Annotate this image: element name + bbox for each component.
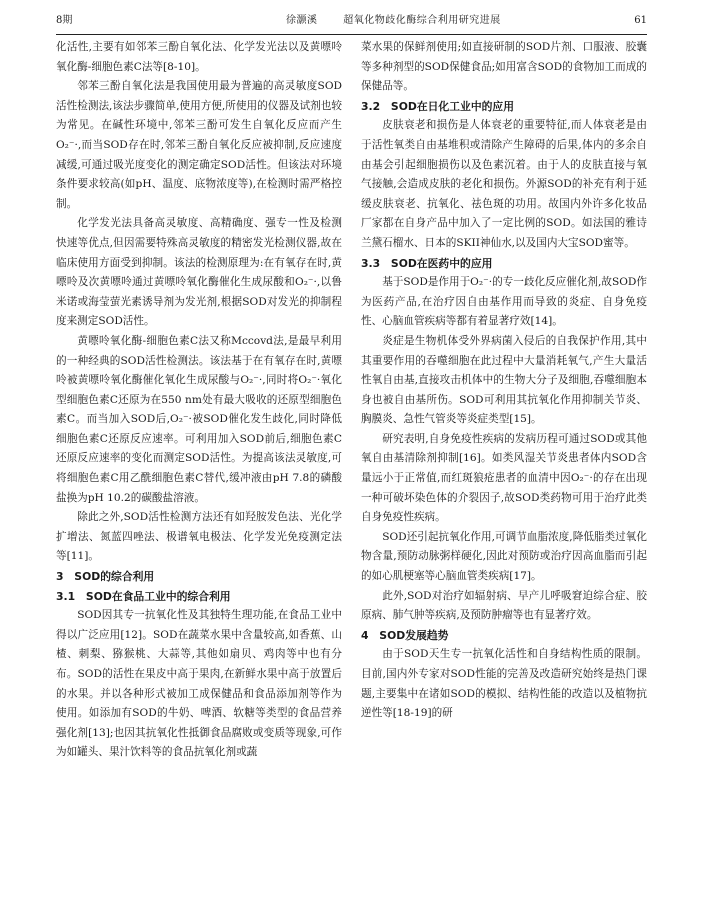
paragraph: 此外,SOD对治疗如辐射病、早产儿呼吸窘迫综合症、胶原病、肺气肿等疾病,及预防肿瘤等也有显著疗效。 [361, 589, 647, 622]
left-column [56, 38, 342, 763]
header-title [286, 12, 501, 30]
paragraph: 化活性,主要有如邻苯三酚自氧化法、化学发光法以及黄嘌呤氧化酶-细胞色素C法等[8-10]。 [56, 41, 342, 73]
section-heading: 3.1 SOD在食品工业中的综合利用 [56, 589, 231, 603]
page-issue-label: 8期 [56, 15, 73, 26]
right-column [361, 38, 647, 724]
section-heading: 3 SOD的综合利用 [56, 570, 155, 584]
header-article-title: 超氧化物歧化酶综合利用研究进展 [343, 15, 501, 26]
paragraph: 除此之外,SOD活性检测方法还有如羟胺发色法、光化学扩增法、氮蓝四唑法、极谱氧电极法、化学发光免疫测定法等[11]。 [56, 511, 342, 563]
paragraph: 基于SOD是作用于O₂⁻·的专一歧化反应催化剂,故SOD作为医药产品,在治疗因自由基作用而导致的炎症、自身免疫性、心脑血管疾病等都有着显著疗效[14]。 [361, 276, 648, 328]
header-author: 徐灏溪 [286, 15, 318, 26]
page-number: 61 [634, 15, 647, 26]
paragraph: 研究表明,自身免疫性疾病的发病历程可通过SOD或其他氧自由基清除剂抑制[16]。如类风湿关节炎患者体内SOD含量远小于正常值,而红斑狼疮患者的血清中因O₂⁻·的存在出现一种可破坏染色体的介裂因子,故SOD类药物可用于治疗此类自身免疫性疾病。 [361, 432, 647, 524]
paragraph: 由于SOD天生专一抗氧化活性和自身结构性质的限制。目前,国内外专家对SOD性能的完善及改造研究始终是热门课题,主要集中在诸如SOD的模拟、结构性能的改造以及植物抗逆性等[18-19]的研 [361, 648, 647, 720]
paragraph: 皮肤衰老和损伤是人体衰老的重要特征,而人体衰老是由于活性氧类自由基堆积或清除产生障碍的后果,体内的多余自由基会引起细胞损伤以及色素沉着。由于人的皮肤直接与氧气接触,会造成皮肤的老化和损伤。外源SOD的补充有利于延缓皮肤衰老、抗氧化、祛色斑的功用。故国内外许多化妆品厂家都在自身产品中加入了一定比例的SOD。如法国的雅诗兰黛石榴水、日本的SKII神仙水,以及国内大宝SOD蜜等。 [361, 119, 647, 249]
paragraph: 炎症是生物机体受外界病菌入侵后的自我保护作用,其中其重要作用的吞噬细胞在此过程中大量消耗氧气,产生大量活性氧自由基,直接攻击机体中的生物大分子及细胞,吞噬细胞本身也被自由基所伤。SOD可利用其抗氧化作用抑制关节炎、胸膜炎、急性气管炎等炎症类型[15]。 [361, 334, 647, 426]
running-header [56, 12, 647, 35]
section-heading: 3.3 SOD在医药中的应用 [361, 256, 493, 270]
paragraph: 化学发光法具备高灵敏度、高精确度、强专一性及检测快速等优点,但因需要特殊高灵敏度的精密发光检测仪器,故在临床使用方面受到抑制。该法的检测原理为:在有氧存在时,黄嘌呤及次黄嘌呤通过黄嘌呤氧化酶催化生成尿酸和O₂⁻·,以鲁米诺或海莹萤光素诱导剂为发光剂,根据SOD对发光的抑制程度来测定SOD活性。 [56, 217, 342, 328]
paragraph: 黄嘌呤氧化酶-细胞色素C法又称Mccovd法,是最早利用的一种经典的SOD活性检测法。该法基于在有氧存在时,黄嘌呤被黄嘌呤氧化酶催化氧化生成尿酸与O₂⁻·,同时将O₂⁻·氧化型细胞色素C还原为在550 nm处有最大吸收的还原型细胞色素C。而当加入SOD后,O₂⁻·被SOD催化发生歧化,同时降低细胞色素C还原反应速率。可利用加入SOD前后,细胞色素C还原反应速率的变化而测定SOD活性。为提高该法灵敏度,可将细胞色素C用乙酰细胞色素C替代,缓冲液由pH 7.8的磷酸盐换为pH 10.2的碳酸盐溶液。 [56, 334, 342, 504]
paragraph: SOD还引起抗氧化作用,可调节血脂浓度,降低脂类过氧化物含量,预防动脉粥样硬化,因此对预防或治疗因高血脂而引起的如心肌梗塞等心脑血管类疾病[17]。 [361, 530, 647, 583]
paragraph: SOD因其专一抗氧化性及其独特生理功能,在食品工业中得以广泛应用[12]。SOD在蔬菜水果中含量较高,如香蕉、山楂、刺梨、猕猴桃、大蒜等,其他如扇贝、鸡肉等中也有分布。SOD的活性在果皮中高于果肉,在新鲜水果中高于放置后的水果。并以各种形式被加工成保健品和食品添加剂等作为使用。如添加有SOD的牛奶、啤酒、软糖等类型的食品营养强化剂[13];也因其抗氧化性抵御食品腐败或变质等现象,可作为如罐头、果汁饮料等的食品抗氧化剂或蔬 [56, 609, 342, 759]
paragraph: 邻苯三酚自氧化法是我国使用最为普遍的高灵敏度SOD活性检测法,该法步骤简单,使用方便,所使用的仪器及试剂也较为常见。在碱性环境中,邻苯三酚可发生自氧化反应而产生O₂⁻·,而当SOD存在时,邻苯三酚自氧化反应被抑制,反应速度减缓,可通过吸光度变化的测定确定SOD活性。但该法对环境条件要求较高(如pH、温度、底物浓度等),在检测时需严格控制。 [56, 80, 342, 210]
paragraph: 菜水果的保鲜剂使用;如直接研制的SOD片剂、口服液、胶囊等多种剂型的SOD保健食品;如用富含SOD的食物加工而成的保健品等。 [361, 41, 647, 93]
section-heading: 3.2 SOD在日化工业中的应用 [361, 99, 515, 113]
section-heading: 4 SOD发展趋势 [361, 628, 449, 642]
